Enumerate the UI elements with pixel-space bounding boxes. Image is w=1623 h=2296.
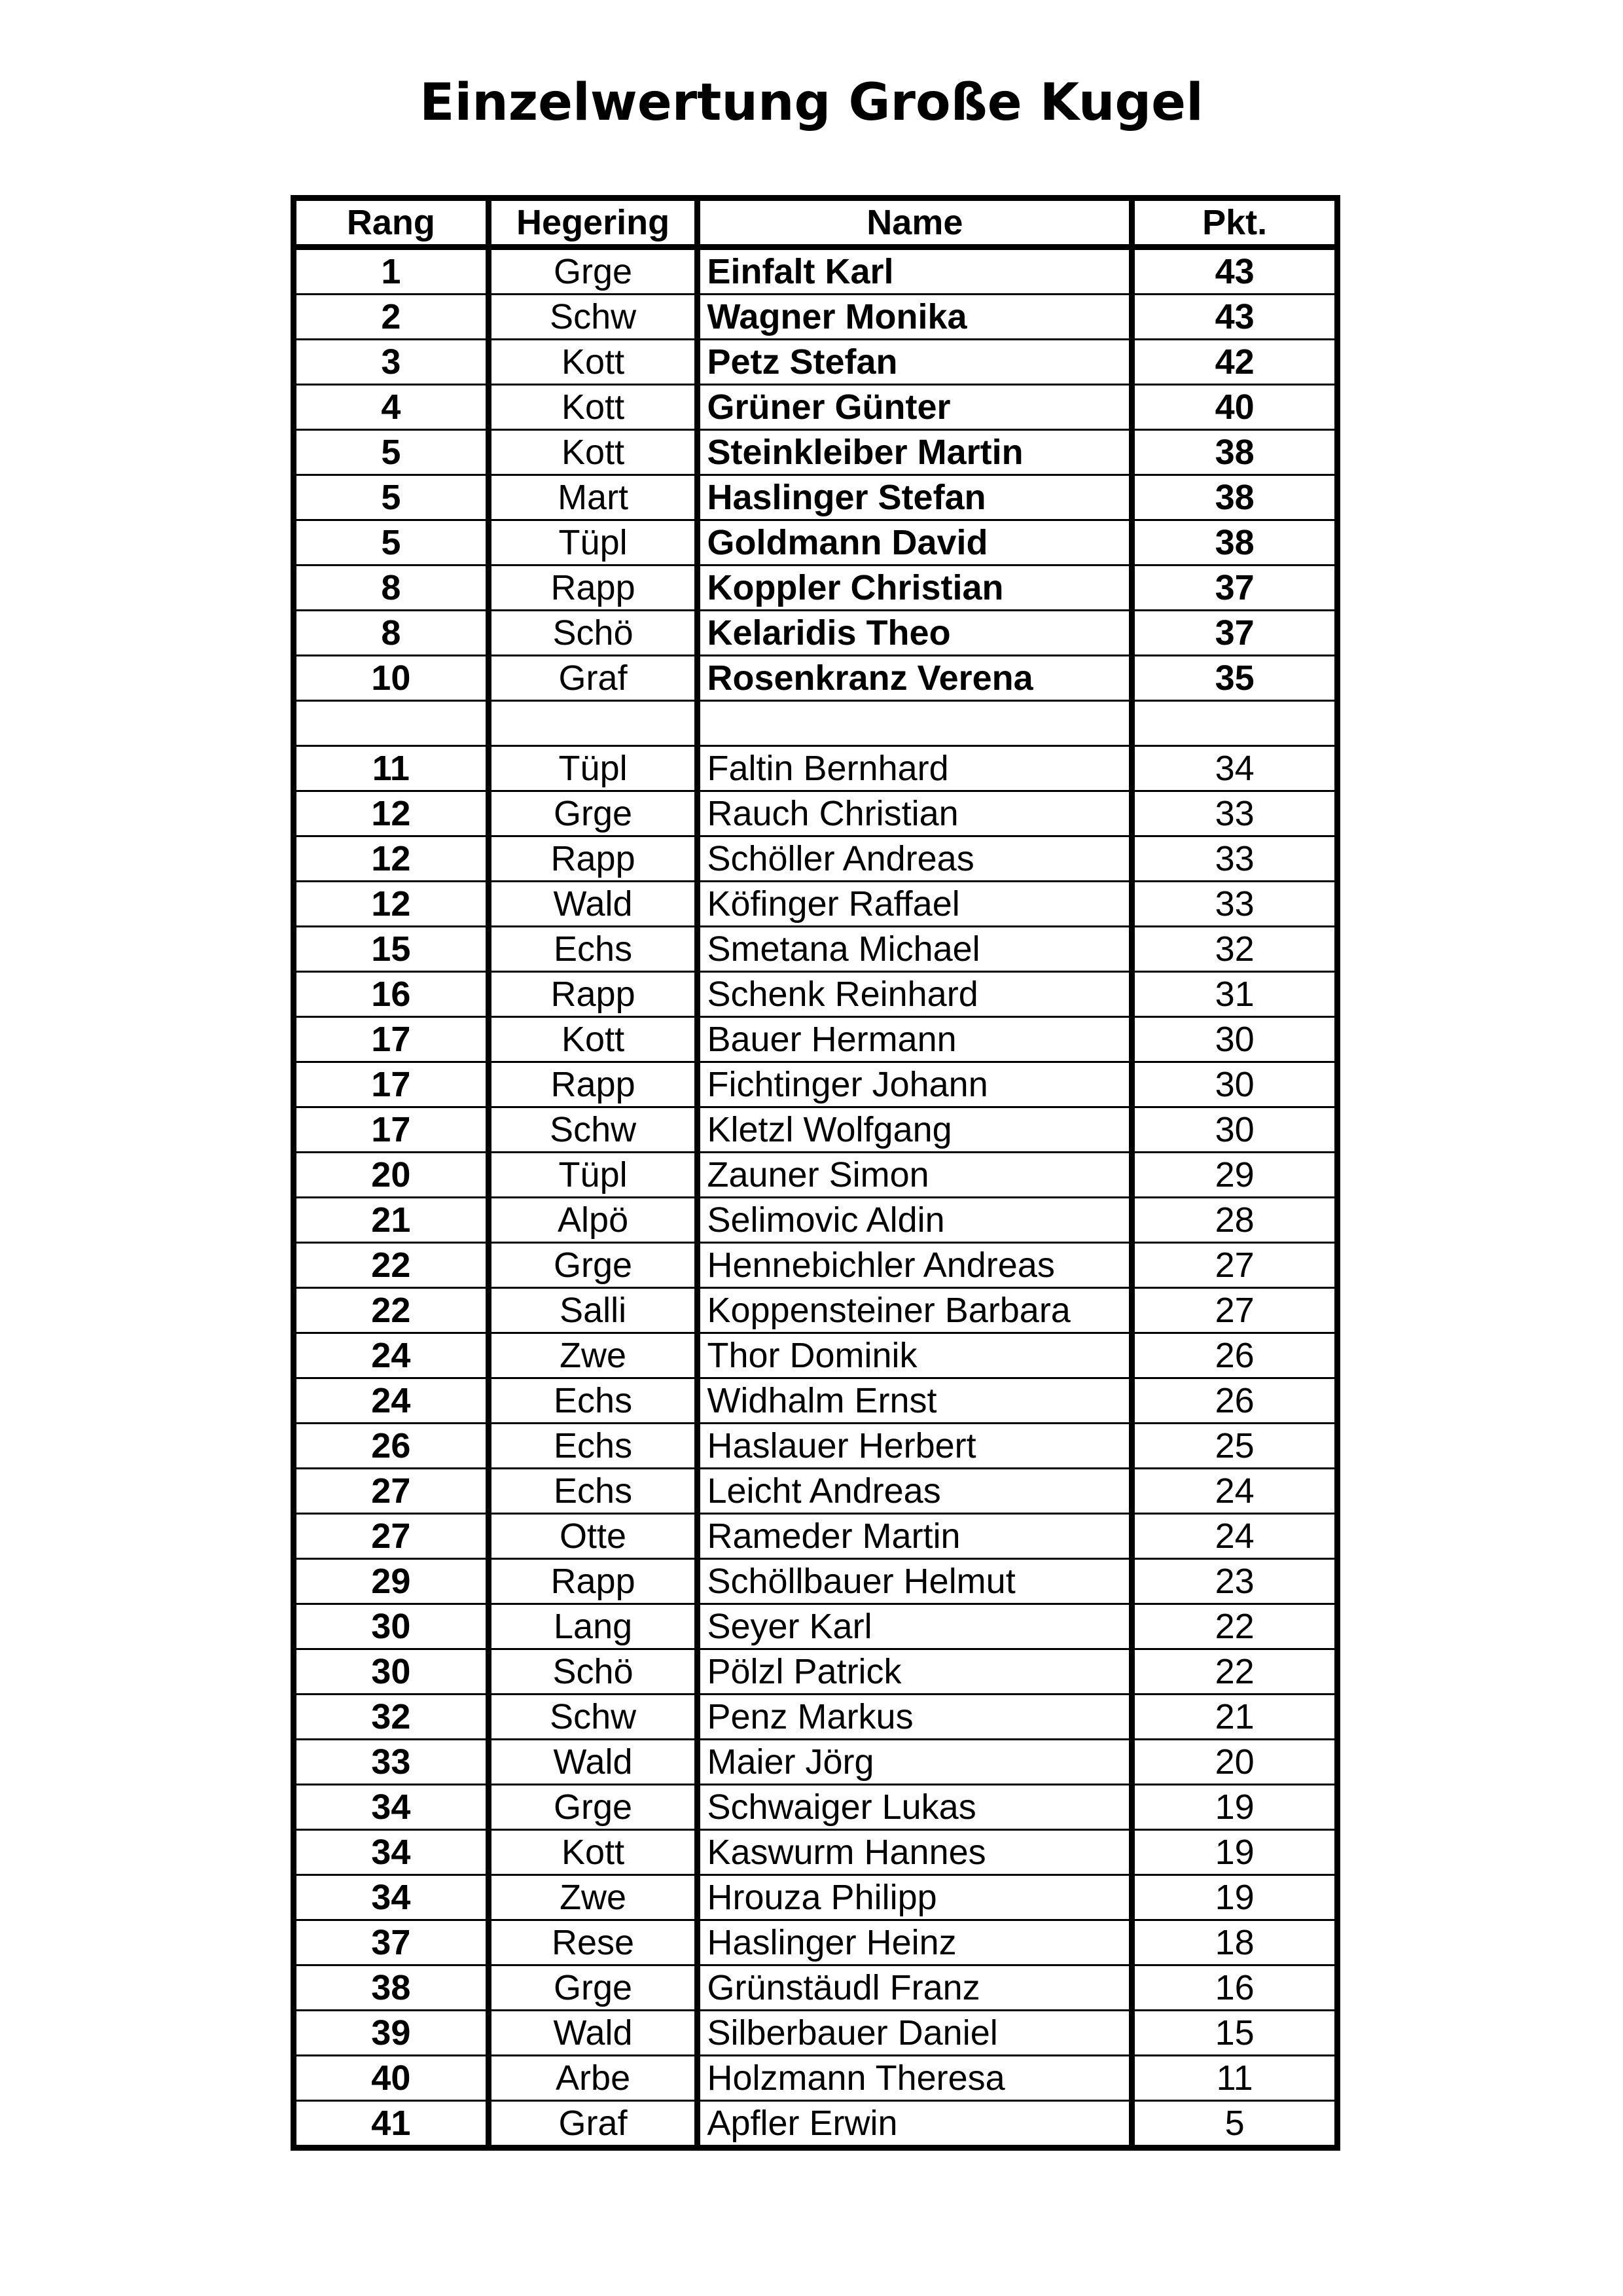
points-cell: 15 xyxy=(1132,2011,1338,2056)
rank-cell: 10 xyxy=(294,656,489,701)
name-cell: Kletzl Wolfgang xyxy=(698,1107,1132,1153)
points-cell: 11 xyxy=(1132,2056,1338,2101)
table-row xyxy=(294,1243,1338,1288)
empty-cell xyxy=(1132,701,1338,746)
name-cell: Seyer Karl xyxy=(698,1604,1132,1649)
table-row xyxy=(294,1830,1338,1875)
table-row xyxy=(294,1785,1338,1830)
hegering-cell: Otte xyxy=(488,1514,698,1559)
table-row xyxy=(294,1920,1338,1965)
name-cell: Steinkleiber Martin xyxy=(698,430,1132,475)
table-row xyxy=(294,520,1338,565)
table-row xyxy=(294,611,1338,656)
name-cell: Kaswurm Hannes xyxy=(698,1830,1132,1875)
points-cell: 43 xyxy=(1132,247,1338,295)
points-cell: 26 xyxy=(1132,1333,1338,1378)
points-cell: 29 xyxy=(1132,1153,1338,1198)
rank-cell: 12 xyxy=(294,836,489,882)
points-cell: 33 xyxy=(1132,836,1338,882)
hegering-cell: Zwe xyxy=(488,1875,698,1920)
rank-cell: 37 xyxy=(294,1920,489,1965)
name-cell: Schenk Reinhard xyxy=(698,972,1132,1017)
name-cell: Hrouza Philipp xyxy=(698,1875,1132,1920)
name-cell: Holzmann Theresa xyxy=(698,2056,1132,2101)
column-header-hegering: Hegering xyxy=(488,198,698,247)
points-cell: 16 xyxy=(1132,1965,1338,2011)
points-cell: 18 xyxy=(1132,1920,1338,1965)
points-cell: 20 xyxy=(1132,1740,1338,1785)
points-cell: 38 xyxy=(1132,475,1338,520)
name-cell: Koppensteiner Barbara xyxy=(698,1288,1132,1333)
hegering-cell: Grge xyxy=(488,247,698,295)
rank-cell: 5 xyxy=(294,430,489,475)
points-cell: 32 xyxy=(1132,927,1338,972)
hegering-cell: Arbe xyxy=(488,2056,698,2101)
name-cell: Maier Jörg xyxy=(698,1740,1132,1785)
name-cell: Hennebichler Andreas xyxy=(698,1243,1132,1288)
table-row xyxy=(294,2056,1338,2101)
name-cell: Widhalm Ernst xyxy=(698,1378,1132,1424)
rank-cell: 27 xyxy=(294,1469,489,1514)
table-row xyxy=(294,791,1338,836)
rank-cell: 16 xyxy=(294,972,489,1017)
hegering-cell: Grge xyxy=(488,1243,698,1288)
name-cell: Apfler Erwin xyxy=(698,2101,1132,2148)
points-cell: 34 xyxy=(1132,746,1338,791)
points-cell: 5 xyxy=(1132,2101,1338,2148)
rank-cell: 12 xyxy=(294,882,489,927)
rank-cell: 17 xyxy=(294,1017,489,1062)
rank-cell: 34 xyxy=(294,1875,489,1920)
column-header-name: Name xyxy=(698,198,1132,247)
points-cell: 35 xyxy=(1132,656,1338,701)
rank-cell: 30 xyxy=(294,1649,489,1695)
hegering-cell: Rapp xyxy=(488,1062,698,1107)
name-cell: Silberbauer Daniel xyxy=(698,2011,1132,2056)
hegering-cell: Rapp xyxy=(488,972,698,1017)
rank-cell: 2 xyxy=(294,295,489,340)
rank-cell: 41 xyxy=(294,2101,489,2148)
empty-cell xyxy=(698,701,1132,746)
hegering-cell: Tüpl xyxy=(488,1153,698,1198)
points-cell: 38 xyxy=(1132,520,1338,565)
table-row xyxy=(294,565,1338,611)
header-row xyxy=(294,198,1338,247)
points-cell: 22 xyxy=(1132,1649,1338,1695)
rank-cell: 12 xyxy=(294,791,489,836)
points-cell: 38 xyxy=(1132,430,1338,475)
table-row xyxy=(294,1469,1338,1514)
table-row xyxy=(294,475,1338,520)
points-cell: 37 xyxy=(1132,565,1338,611)
hegering-cell: Mart xyxy=(488,475,698,520)
points-cell: 24 xyxy=(1132,1514,1338,1559)
points-cell: 33 xyxy=(1132,882,1338,927)
hegering-cell: Rese xyxy=(488,1920,698,1965)
hegering-cell: Wald xyxy=(488,1740,698,1785)
empty-cell xyxy=(294,701,489,746)
table-row xyxy=(294,1604,1338,1649)
rank-cell: 40 xyxy=(294,2056,489,2101)
hegering-cell: Rapp xyxy=(488,1559,698,1604)
rank-cell: 24 xyxy=(294,1333,489,1378)
hegering-cell: Kott xyxy=(488,430,698,475)
table-row xyxy=(294,430,1338,475)
table-row xyxy=(294,2011,1338,2056)
column-header-rang: Rang xyxy=(294,198,489,247)
rank-cell: 26 xyxy=(294,1424,489,1469)
name-cell: Koppler Christian xyxy=(698,565,1132,611)
points-cell: 43 xyxy=(1132,295,1338,340)
table-row xyxy=(294,1198,1338,1243)
points-cell: 30 xyxy=(1132,1107,1338,1153)
points-cell: 31 xyxy=(1132,972,1338,1017)
points-cell: 37 xyxy=(1132,611,1338,656)
name-cell: Haslinger Stefan xyxy=(698,475,1132,520)
points-cell: 28 xyxy=(1132,1198,1338,1243)
table-row xyxy=(294,1333,1338,1378)
hegering-cell: Schw xyxy=(488,1695,698,1740)
hegering-cell: Rapp xyxy=(488,565,698,611)
rank-cell: 24 xyxy=(294,1378,489,1424)
hegering-cell: Tüpl xyxy=(488,520,698,565)
rank-cell: 30 xyxy=(294,1604,489,1649)
points-cell: 23 xyxy=(1132,1559,1338,1604)
name-cell: Rosenkranz Verena xyxy=(698,656,1132,701)
name-cell: Kelaridis Theo xyxy=(698,611,1132,656)
hegering-cell: Grge xyxy=(488,791,698,836)
table-body xyxy=(294,247,1338,2148)
name-cell: Penz Markus xyxy=(698,1695,1132,1740)
table-row xyxy=(294,2101,1338,2148)
table-row xyxy=(294,1288,1338,1333)
rank-cell: 3 xyxy=(294,340,489,385)
hegering-cell: Grge xyxy=(488,1965,698,2011)
hegering-cell: Zwe xyxy=(488,1333,698,1378)
table-row xyxy=(294,340,1338,385)
rank-cell: 33 xyxy=(294,1740,489,1785)
name-cell: Haslinger Heinz xyxy=(698,1920,1132,1965)
name-cell: Grüner Günter xyxy=(698,385,1132,430)
name-cell: Goldmann David xyxy=(698,520,1132,565)
name-cell: Fichtinger Johann xyxy=(698,1062,1132,1107)
table-row xyxy=(294,1017,1338,1062)
hegering-cell: Lang xyxy=(488,1604,698,1649)
name-cell: Schöller Andreas xyxy=(698,836,1132,882)
rank-cell: 32 xyxy=(294,1695,489,1740)
hegering-cell: Schö xyxy=(488,1649,698,1695)
ranking-table xyxy=(291,195,1340,2151)
points-cell: 27 xyxy=(1132,1243,1338,1288)
table-row xyxy=(294,1062,1338,1107)
table-row xyxy=(294,656,1338,701)
hegering-cell: Alpö xyxy=(488,1198,698,1243)
hegering-cell: Grge xyxy=(488,1785,698,1830)
rank-cell: 11 xyxy=(294,746,489,791)
points-cell: 30 xyxy=(1132,1017,1338,1062)
rank-cell: 38 xyxy=(294,1965,489,2011)
hegering-cell: Tüpl xyxy=(488,746,698,791)
table-row xyxy=(294,1649,1338,1695)
points-cell: 33 xyxy=(1132,791,1338,836)
name-cell: Einfalt Karl xyxy=(698,247,1132,295)
rank-cell: 22 xyxy=(294,1243,489,1288)
name-cell: Smetana Michael xyxy=(698,927,1132,972)
hegering-cell: Graf xyxy=(488,656,698,701)
hegering-cell: Echs xyxy=(488,1424,698,1469)
hegering-cell: Echs xyxy=(488,1378,698,1424)
table-row xyxy=(294,1559,1338,1604)
rank-cell: 34 xyxy=(294,1830,489,1875)
table-row xyxy=(294,1875,1338,1920)
column-header-pkt: Pkt. xyxy=(1132,198,1338,247)
name-cell: Thor Dominik xyxy=(698,1333,1132,1378)
hegering-cell: Salli xyxy=(488,1288,698,1333)
hegering-cell: Kott xyxy=(488,385,698,430)
hegering-cell: Graf xyxy=(488,2101,698,2148)
rank-cell: 27 xyxy=(294,1514,489,1559)
name-cell: Bauer Hermann xyxy=(698,1017,1132,1062)
points-cell: 42 xyxy=(1132,340,1338,385)
page-title: Einzelwertung Große Kugel xyxy=(419,73,1204,132)
table-row xyxy=(294,1378,1338,1424)
table-row xyxy=(294,1740,1338,1785)
name-cell: Rauch Christian xyxy=(698,791,1132,836)
name-cell: Schöllbauer Helmut xyxy=(698,1559,1132,1604)
points-cell: 19 xyxy=(1132,1785,1338,1830)
name-cell: Pölzl Patrick xyxy=(698,1649,1132,1695)
points-cell: 24 xyxy=(1132,1469,1338,1514)
table-row xyxy=(294,1153,1338,1198)
rank-cell: 17 xyxy=(294,1107,489,1153)
rank-cell: 39 xyxy=(294,2011,489,2056)
table-row xyxy=(294,1107,1338,1153)
hegering-cell: Schw xyxy=(488,295,698,340)
spacer-row xyxy=(294,701,1338,746)
table-row xyxy=(294,882,1338,927)
hegering-cell: Schö xyxy=(488,611,698,656)
table-row xyxy=(294,247,1338,295)
table-row xyxy=(294,1965,1338,2011)
rank-cell: 29 xyxy=(294,1559,489,1604)
name-cell: Rameder Martin xyxy=(698,1514,1132,1559)
rank-cell: 8 xyxy=(294,611,489,656)
hegering-cell: Schw xyxy=(488,1107,698,1153)
table-row xyxy=(294,385,1338,430)
name-cell: Petz Stefan xyxy=(698,340,1132,385)
hegering-cell: Kott xyxy=(488,1830,698,1875)
hegering-cell: Wald xyxy=(488,2011,698,2056)
points-cell: 40 xyxy=(1132,385,1338,430)
rank-cell: 20 xyxy=(294,1153,489,1198)
points-cell: 21 xyxy=(1132,1695,1338,1740)
name-cell: Faltin Bernhard xyxy=(698,746,1132,791)
hegering-cell: Kott xyxy=(488,340,698,385)
points-cell: 19 xyxy=(1132,1830,1338,1875)
points-cell: 26 xyxy=(1132,1378,1338,1424)
rank-cell: 15 xyxy=(294,927,489,972)
points-cell: 27 xyxy=(1132,1288,1338,1333)
empty-cell xyxy=(488,701,698,746)
table-row xyxy=(294,927,1338,972)
points-cell: 30 xyxy=(1132,1062,1338,1107)
table-row xyxy=(294,1424,1338,1469)
hegering-cell: Kott xyxy=(488,1017,698,1062)
rank-cell: 21 xyxy=(294,1198,489,1243)
rank-cell: 22 xyxy=(294,1288,489,1333)
hegering-cell: Echs xyxy=(488,1469,698,1514)
hegering-cell: Wald xyxy=(488,882,698,927)
hegering-cell: Echs xyxy=(488,927,698,972)
points-cell: 22 xyxy=(1132,1604,1338,1649)
table-row xyxy=(294,836,1338,882)
rank-cell: 1 xyxy=(294,247,489,295)
points-cell: 19 xyxy=(1132,1875,1338,1920)
name-cell: Wagner Monika xyxy=(698,295,1132,340)
rank-cell: 17 xyxy=(294,1062,489,1107)
name-cell: Köfinger Raffael xyxy=(698,882,1132,927)
table-row xyxy=(294,972,1338,1017)
rank-cell: 5 xyxy=(294,520,489,565)
points-cell: 25 xyxy=(1132,1424,1338,1469)
rank-cell: 8 xyxy=(294,565,489,611)
name-cell: Selimovic Aldin xyxy=(698,1198,1132,1243)
name-cell: Grünstäudl Franz xyxy=(698,1965,1132,2011)
name-cell: Leicht Andreas xyxy=(698,1469,1132,1514)
name-cell: Schwaiger Lukas xyxy=(698,1785,1132,1830)
name-cell: Zauner Simon xyxy=(698,1153,1132,1198)
rank-cell: 4 xyxy=(294,385,489,430)
rank-cell: 34 xyxy=(294,1785,489,1830)
table-row xyxy=(294,1695,1338,1740)
hegering-cell: Rapp xyxy=(488,836,698,882)
table-row xyxy=(294,746,1338,791)
name-cell: Haslauer Herbert xyxy=(698,1424,1132,1469)
rank-cell: 5 xyxy=(294,475,489,520)
table-row xyxy=(294,295,1338,340)
table-row xyxy=(294,1514,1338,1559)
